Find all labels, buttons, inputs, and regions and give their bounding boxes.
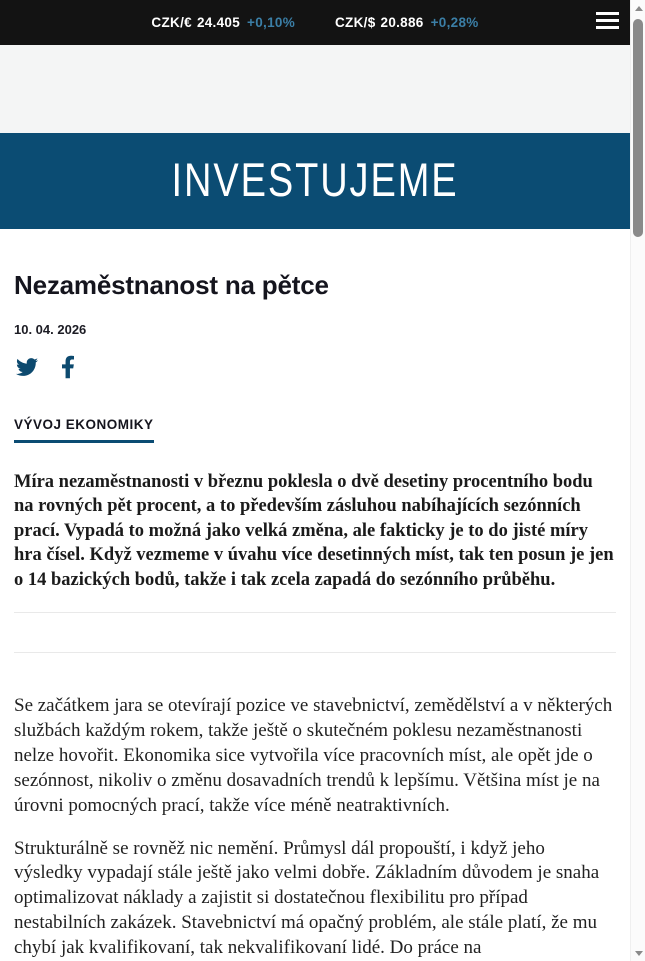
rate-pair: CZK/€ <box>151 15 192 30</box>
article-date: 10. 04. 2026 <box>14 322 87 337</box>
rate-czk-eur <box>151 15 295 30</box>
scroll-up-arrow-glyph <box>635 6 643 11</box>
scrollbar[interactable] <box>630 0 645 961</box>
category-link[interactable]: VÝVOJ EKONOMIKY <box>14 417 154 443</box>
divider-gap <box>14 653 616 694</box>
rate-change: +0,28% <box>430 15 479 30</box>
share-bar <box>14 353 616 381</box>
currency-rates <box>151 15 478 30</box>
article-title: Nezaměstnanost na pětce <box>14 270 329 300</box>
rate-pair: CZK/$ <box>335 15 376 30</box>
rate-czk-usd <box>335 15 479 30</box>
article-paragraph: Strukturálně se rovněž nic nemění. Průmysl dál propouští, i když jeho výsledky vypadají stále ještě jako velmi dobře. Základním důvodem je snaha optimalizovat náklady a zajistit si dostatečnou flexibilitu pro případ nestabilních zakázek. Stavebnictví má opačný problém, ale stále platí, že mu chybí jak kvalifikovaní, tak nekvalifikovaní lidé. Do práce na <box>14 837 600 959</box>
scroll-down-arrow[interactable] <box>631 945 645 961</box>
menu-icon-bar <box>596 26 619 29</box>
header-spacer <box>0 45 630 133</box>
menu-icon[interactable] <box>596 12 619 32</box>
rate-value: 20.886 <box>380 15 424 30</box>
divider-gap <box>14 613 616 652</box>
twitter-share-icon[interactable] <box>14 356 40 378</box>
site-header <box>0 133 630 229</box>
rate-value: 24.405 <box>196 15 241 30</box>
article-paragraph: Se začátkem jara se otevírají pozice ve stavebnictví, zemědělství a v některých službách každým rokem, takže ještě o skutečném poklesu nezaměstnanosti nelze hovořit. Ekonomika sice vytvořila více pracovních míst, ale opět jde o sezónnost, nikoliv o změnu dosavadních trendů k lepšímu. Většina míst je na úrovni pomocných prací, takže více méně neatraktivních. <box>14 695 613 816</box>
menu-icon-bar <box>596 19 619 22</box>
menu-icon-bar <box>596 12 619 15</box>
rate-change: +0,10% <box>247 15 295 30</box>
article-lead: Míra nezaměstnanosti v březnu poklesla o dvě desetiny procentního bodu na rovných pět procent, a to především zásluhou nabíhajících sezónních prací. Vypadá to možná jako velká změna, ale fakticky je to do jisté míry hra čísel. Když vezmeme v úvahu více desetinných míst, tak ten posun je jen o 14 bazických bodů, takže i tak zcela zapadá do sezónního průběhu. <box>14 472 614 590</box>
scroll-up-arrow[interactable] <box>631 0 645 16</box>
scroll-down-arrow-glyph <box>635 951 643 956</box>
site-logo[interactable]: INVESTUJEME <box>171 154 459 207</box>
topbar <box>0 0 630 45</box>
facebook-share-icon[interactable] <box>61 355 75 379</box>
scrollbar-thumb[interactable] <box>633 19 643 237</box>
article <box>0 229 630 961</box>
